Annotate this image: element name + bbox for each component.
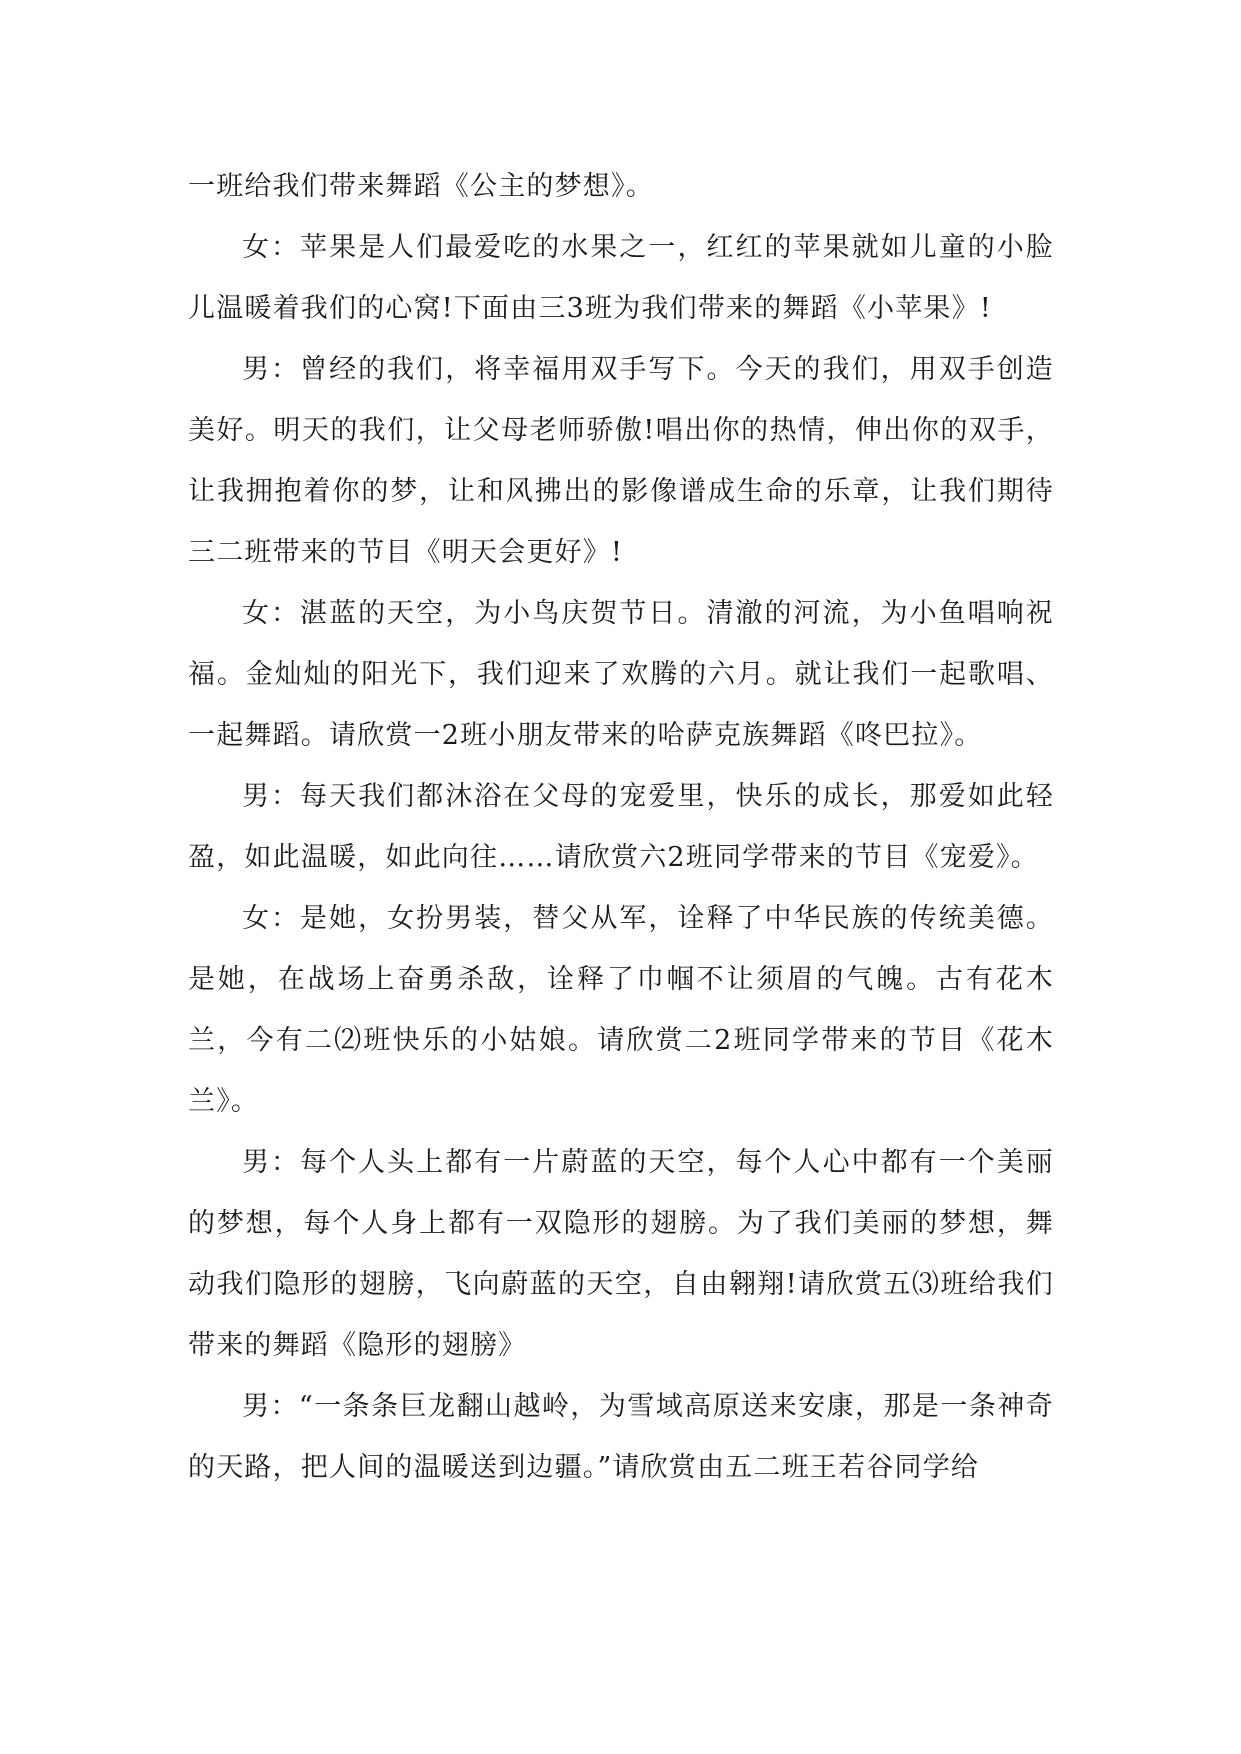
paragraph-female-host-mulan: 女：是她，女扮男装，替父从军，诠释了中华民族的传统美德。是她，在战场上奋勇杀敌，诠释了巾帼不让须眉的气魄。古有花木兰，今有二⑵班快乐的小姑娘。请欣赏二2班同学带来的节目《花木兰》。 <box>188 903 1054 1117</box>
document-body <box>188 156 1054 1498</box>
paragraph-continuation: 一班给我们带来舞蹈《公主的梦想》。 <box>188 171 654 202</box>
paragraph-male-host-pampered: 男：每天我们都沐浴在父母的宠爱里，快乐的成长，那爱如此轻盈，如此温暖，如此向往……请欣赏六2班同学带来的节目《宠爱》。 <box>188 781 1054 873</box>
paragraph-male-host-wings: 男：每个人头上都有一片蔚蓝的天空，每个人心中都有一个美丽的梦想，每个人身上都有一双隐形的翅膀。为了我们美丽的梦想，舞动我们隐形的翅膀，飞向蔚蓝的天空，自由翱翔!请欣赏五⑶班给我们带来的舞蹈《隐形的翅膀》 <box>188 1147 1054 1361</box>
paragraph-male-host-tomorrow: 男：曾经的我们，将幸福用双手写下。今天的我们，用双手创造美好。明天的我们，让父母老师骄傲!唱出你的热情，伸出你的双手，让我拥抱着你的梦，让和风拂出的影像谱成生命的乐章，让我们期待三二班带来的节目《明天会更好》! <box>188 354 1054 568</box>
paragraph-female-host-apple: 女：苹果是人们最爱吃的水果之一，红红的苹果就如儿童的小脸儿温暖着我们的心窝!下面由三3班为我们带来的舞蹈《小苹果》! <box>188 232 1054 324</box>
paragraph-female-host-dongbala: 女：湛蓝的天空，为小鸟庆贺节日。清澈的河流，为小鱼唱响祝福。金灿灿的阳光下，我们迎来了欢腾的六月。就让我们一起歌唱、一起舞蹈。请欣赏一2班小朋友带来的哈萨克族舞蹈《咚巴拉》。 <box>188 598 1054 751</box>
paragraph-male-host-sky-road: 男：“一条条巨龙翻山越岭，为雪域高原送来安康，那是一条神奇的天路，把人间的温暖送到边疆。”请欣赏由五二班王若谷同学给 <box>188 1391 1054 1483</box>
